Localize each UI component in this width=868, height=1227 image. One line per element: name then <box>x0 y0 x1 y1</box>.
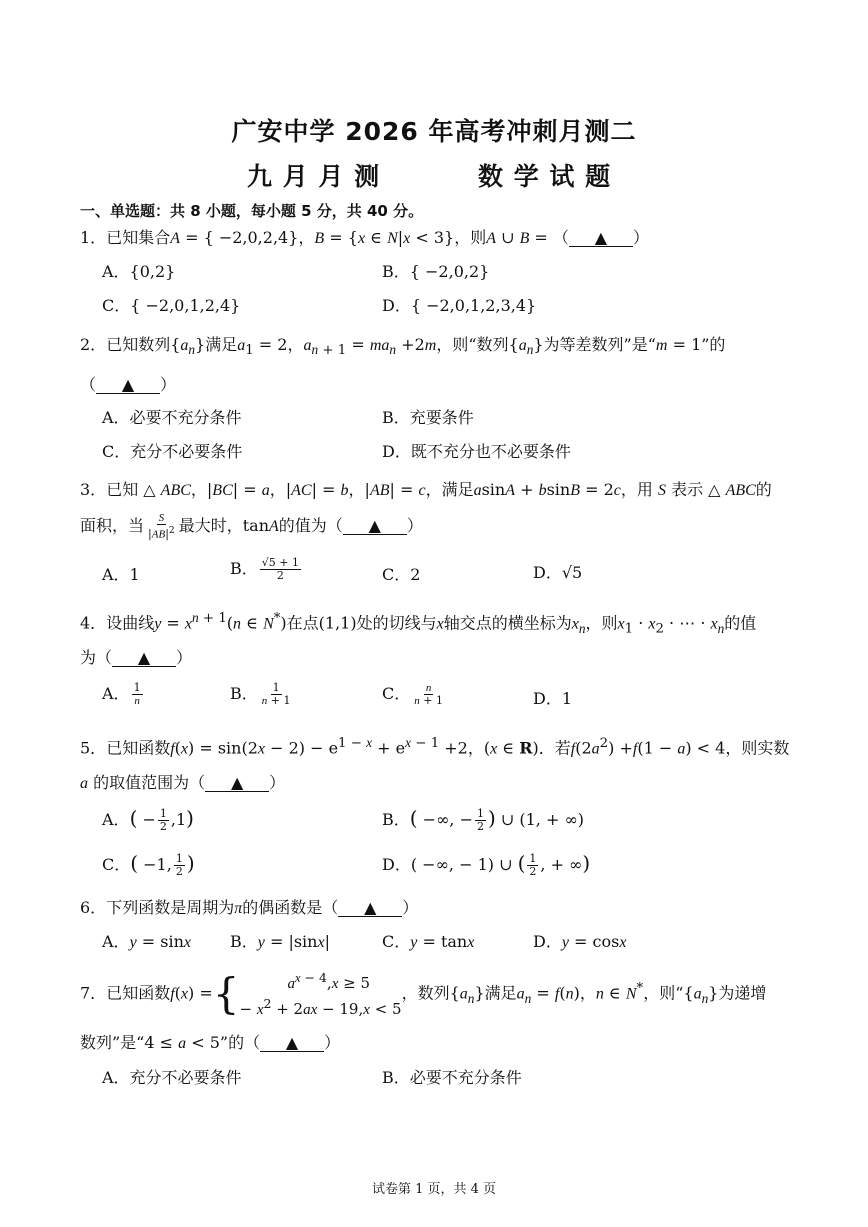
option-label: D． <box>533 563 562 582</box>
q7-option-b: B．必要不充分条件 <box>382 1068 522 1087</box>
fraction: $\frac{1}{n}$ <box>133 681 141 707</box>
q5-option-a: A．( − $\frac{1}{2}$ ,1) <box>102 806 194 833</box>
q1-option-d: D．{ −2,0,1,2,3,4} <box>382 296 537 315</box>
q3-option-b <box>230 557 303 582</box>
q4-option-c <box>382 682 447 707</box>
option-label: C． <box>382 932 411 951</box>
exam-title: 广安中学 2026 年高考冲刺月测二 <box>231 117 637 146</box>
q4-option-b <box>230 682 294 707</box>
q3-option-c: C．2 <box>382 565 421 584</box>
answer-blank: ▲ <box>205 775 269 792</box>
q1-option-a: A．{0,2} <box>102 262 176 281</box>
question-number: 2． <box>80 335 107 354</box>
q2-option-b: B．充要条件 <box>382 408 474 427</box>
piecewise-cases: $a^{x - 4},x \ge 5$ − $x^2 + 2ax - 19,x < 5$ <box>239 970 402 1018</box>
q3-option-a: A．1 <box>102 565 140 584</box>
question-7-line2: 数列”是“4 ≤ a < 5”的（ ▲ ） <box>80 1033 341 1052</box>
question-number: 1． <box>80 228 107 247</box>
question-6: 6．下列函数是周期为π的偶函数是（ ▲ ） <box>80 898 419 917</box>
option-label: A． <box>102 932 130 951</box>
q4-option-a <box>102 682 145 707</box>
q1-option-b: B．{ −2,0,2} <box>382 262 490 281</box>
question-2: 2．已知数列$\{a_n\}$满足$a_1 = 2$，$a_{n + 1} = ma_n +2m$，则“数列$\{a_n\}$为等差数列”是“m = 1”的 <box>80 335 726 359</box>
fraction: $\frac{1}{2}$ <box>529 852 537 878</box>
option-label: C． <box>382 684 411 703</box>
fraction: $\frac{1}{2}$ <box>476 807 484 833</box>
q6-option-a: A．y = sinx <box>102 932 191 951</box>
question-number: 3． <box>80 480 107 499</box>
question-3-line2: 面积，当 $\frac{S}{|AB|^2}$ 最大时，tanA的值为（ ▲ ） <box>80 512 423 541</box>
option-label: B． <box>382 810 410 829</box>
fraction: $\frac{1}{2}$ <box>175 852 183 878</box>
question-number: 4． <box>80 613 107 633</box>
question-3: 3．已知 △ ABC，|BC| = a，|AC| = b，|AB| = c，满足asinA + bsinB = 2c，用 S 表示 △ ABC的 <box>80 480 772 499</box>
fraction: $\frac{S}{|AB|^2}$ <box>148 512 175 541</box>
answer-blank: ▲ <box>569 230 633 247</box>
question-5: 5．已知函数$f(x) = \sin(2x - 2) - e^{1 - x} + e^{x - 1} +2$，(x ∈ R)．若$f(2a^2) +f(1 - a) < 4$，则实数 <box>80 735 790 758</box>
exam-subtitle-month: 九 月 月 测 <box>247 162 381 191</box>
option-label: C． <box>102 855 131 874</box>
question-1: 1．已知集合A = { −2,0,2,4}，B = {x ∈ N|x < 3}，则A ∪ B = （ ▲ ） <box>80 228 649 247</box>
option-label: B． <box>230 932 258 951</box>
q2-option-d: D．既不充分也不必要条件 <box>382 442 571 461</box>
answer-blank: ▲ <box>112 650 176 667</box>
question-4-line2: 为（ ▲ ） <box>80 648 193 667</box>
page-footer: 试卷第 1 页，共 4 页 <box>371 1182 497 1197</box>
fraction: $\frac{1}{2}$ <box>159 807 167 833</box>
option-label: B． <box>230 684 258 703</box>
answer-blank: ▲ <box>260 1035 324 1052</box>
q6-option-c: C．y = tanx <box>382 932 475 951</box>
fraction: $\frac{√5 + 1}{2}$ <box>261 556 299 582</box>
question-number: 6． <box>80 898 107 917</box>
option-label: B． <box>230 559 258 578</box>
fraction: $\frac{1}{n + 1}$ <box>261 681 291 707</box>
q5-option-c: C．( −1, $\frac{1}{2}$ ) <box>102 851 195 878</box>
question-7: 7．已知函数f(x) ={ $a^{x - 4},x \ge 5$ − $x^2 + 2ax - 19,x < 5$ ，数列$\{a_n\}$满足$a_n = f(n)$，n ∈ N*，则“$\{a_n\}$为递增 <box>80 969 767 1018</box>
piecewise-brace: { <box>212 969 240 1018</box>
answer-blank: ▲ <box>338 900 402 917</box>
question-2-blank-line: （ ▲ ） <box>80 375 177 394</box>
q6-option-d: D．y = cosx <box>533 932 627 951</box>
option-label: D． <box>533 932 562 951</box>
question-5-line2: a 的取值范围为（ ▲ ） <box>80 773 286 792</box>
exam-subtitle-subject: 数 学 试 题 <box>478 162 612 191</box>
question-number: 5． <box>80 738 107 758</box>
section-heading: 一、单选题：共 8 小题，每小题 5 分，共 40 分。 <box>80 202 424 220</box>
q5-option-d: D．( −∞, − 1) ∪ ( $\frac{1}{2}$ , + ∞) <box>382 851 591 878</box>
q2-option-a: A．必要不充分条件 <box>102 408 242 427</box>
q1-option-c: C．{ −2,0,1,2,4} <box>102 296 241 315</box>
q5-option-b: B．( −∞, − $\frac{1}{2}$ ) ∪ (1, + ∞) <box>382 806 585 833</box>
question-number: 7． <box>80 983 107 1003</box>
option-label: A． <box>102 810 130 829</box>
option-label: A． <box>102 684 130 703</box>
question-4: 4．设曲线$y = x^{n + 1}(n$ ∈ N*)在点(1,1)处的切线与x轴交点的横坐标为$x_n$，则$x_1 \cdot x_2$ · ⋯ · $x_n$的值 <box>80 610 757 637</box>
q3-option-d: D．√5 <box>533 563 583 582</box>
q4-option-d: D．1 <box>533 689 573 708</box>
option-label: D． <box>382 855 411 874</box>
answer-blank: ▲ <box>343 518 407 535</box>
q7-option-a: A．充分不必要条件 <box>102 1068 242 1087</box>
q2-option-c: C．充分不必要条件 <box>102 442 243 461</box>
answer-blank: ▲ <box>96 377 160 394</box>
fraction: $\frac{n}{n + 1}$ <box>414 682 443 707</box>
q6-option-b: B．y = |sinx| <box>230 932 330 951</box>
